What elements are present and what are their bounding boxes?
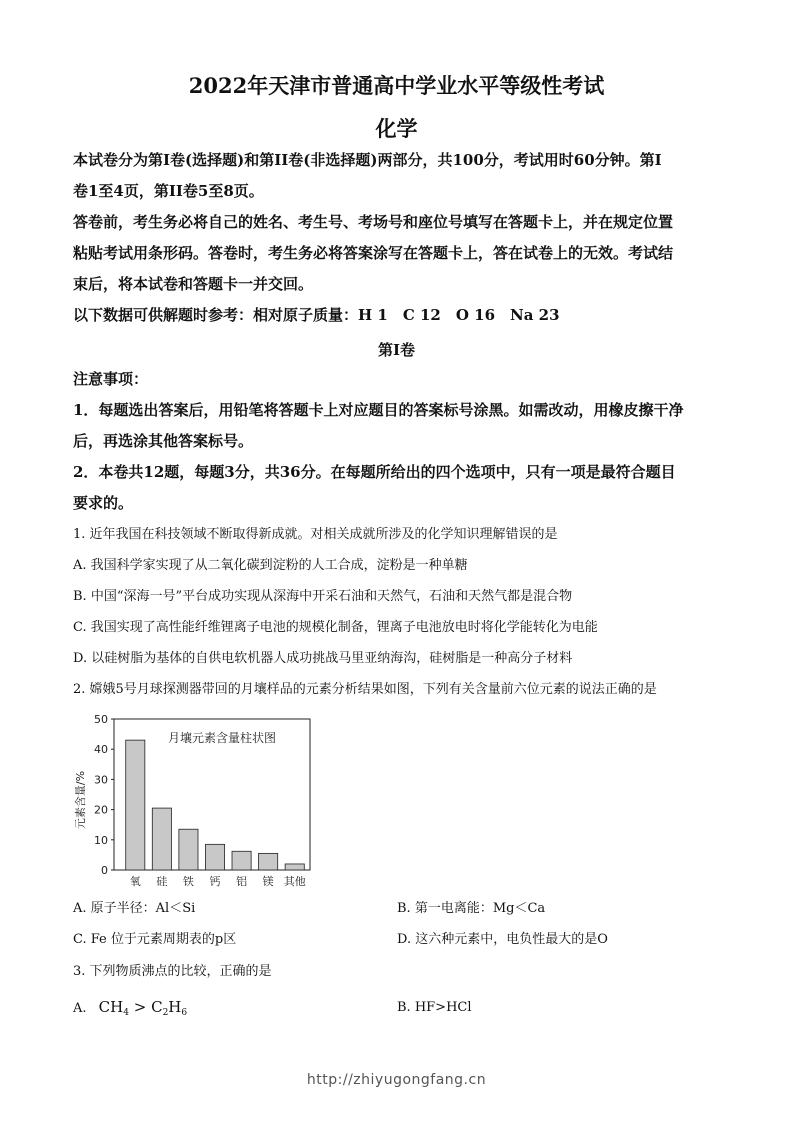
note-line: 要求的。 (73, 494, 134, 512)
bar-1 (152, 808, 171, 870)
x-tick-label: 硅 (156, 875, 168, 888)
notes-block (73, 364, 723, 519)
bar-4 (232, 851, 251, 870)
x-tick-label: 铝 (236, 875, 248, 888)
element-content-chart (70, 705, 320, 895)
intro-line: 粘贴考试用条形码。答卷时，考生务必将答案涂写在答题卡上，答在试卷上的无效。考试结 (73, 244, 674, 262)
question-2-option-a: A. 原子半径：Al＜Si (73, 901, 196, 916)
chart-title: 月壤元素含量柱状图 (168, 731, 277, 745)
comparison-operator: > (128, 998, 152, 1016)
bar-2 (179, 829, 198, 870)
chart-x-labels (130, 874, 306, 888)
note-line: 2．本卷共12题，每题3分，共36分。在每题所给出的四个选项中，只有一项是最符合题目 (73, 463, 676, 481)
question-1-stem: 1. 近年我国在科技领域不断取得新成就。对相关成就所涉及的化学知识理解错误的是 (73, 527, 558, 542)
formula-ch4: $CH_4$ (98, 998, 129, 1018)
bar-5 (259, 853, 278, 870)
question-3-option-b: B. HF>HCl (397, 1000, 472, 1015)
x-tick-label: 铁 (182, 875, 194, 888)
x-tick-label: 钙 (209, 875, 221, 888)
bar-0 (126, 740, 145, 870)
exam-subject: 化学 (375, 116, 418, 141)
question-2-stem: 2. 嫦娥5号月球探测器带回的月壤样品的元素分析结果如图，下列有关含量前六位元素的说法正确的是 (73, 682, 657, 697)
intro-paragraph (73, 145, 723, 331)
section-label: 第I卷 (377, 341, 416, 359)
question-2-option-d: D. 这六种元素中，电负性最大的是O (397, 932, 608, 947)
question-2-option-b: B. 第一电离能：Mg＜Ca (397, 901, 546, 916)
question-3-option-a (73, 997, 187, 1023)
x-tick-label: 其他 (283, 875, 306, 888)
question-3-stem: 3. 下列物质沸点的比较，正确的是 (73, 964, 272, 979)
y-tick-label: 50 (94, 713, 108, 726)
note-line: 后，再选涂其他答案标号。 (73, 432, 254, 450)
bar-3 (205, 844, 224, 870)
question-2-option-c: C. Fe 位于元素周期表的p区 (73, 932, 237, 947)
intro-line: 束后，将本试卷和答题卡一并交回。 (73, 275, 314, 293)
y-tick-label: 40 (94, 743, 108, 757)
question-1-option-d: D. 以硅树脂为基体的自供电软机器人成功挑战马里亚纳海沟，硅树脂是一种高分子材料 (73, 651, 573, 666)
y-tick-label: 10 (94, 833, 108, 847)
option-letter: A. (73, 1001, 87, 1016)
formula-c2h6: $C_2H_6$ (151, 998, 188, 1018)
bar-6 (285, 864, 304, 870)
y-tick-label: 20 (94, 803, 108, 817)
chart-bars (126, 740, 305, 870)
footer-url[interactable]: http://zhiyugongfang.cn (306, 1072, 487, 1088)
notes-title: 注意事项： (73, 370, 149, 388)
intro-line: 卷1至4页，第II卷5至8页。 (73, 182, 264, 200)
question-1-option-b: B. 中国“深海一号”平台成功实现从深海中开采石油和天然气，石油和天然气都是混合物 (73, 589, 573, 604)
x-tick-label: 镁 (262, 875, 274, 888)
intro-line: 以下数据可供解题时参考：相对原子质量：H 1 C 12 O 16 Na 23 (73, 306, 560, 324)
question-1-option-c: C. 我国实现了高性能纤维锂离子电池的规模化制备，锂离子电池放电时将化学能转化为电能 (73, 620, 598, 635)
chart-y-axis-label: 元素含量/% (74, 770, 87, 830)
x-tick-label: 氧 (129, 875, 141, 888)
intro-line: 答卷前，考生务必将自己的姓名、考生号、考场号和座位号填写在答题卡上，并在规定位置 (73, 213, 674, 231)
y-tick-label: 30 (94, 773, 108, 787)
question-1-option-a: A. 我国科学家实现了从二氧化碳到淀粉的人工合成，淀粉是一种单糖 (73, 558, 468, 573)
chart-y-ticks (94, 713, 114, 877)
exam-title: 2022年天津市普通高中学业水平等级性考试 (188, 73, 605, 98)
y-tick-label: 0 (101, 864, 108, 877)
intro-line: 本试卷分为第I卷(选择题)和第II卷(非选择题)两部分，共100分，考试用时60分钟。第I (73, 151, 662, 169)
note-line: 1．每题选出答案后，用铅笔将答题卡上对应题目的答案标号涂黑。如需改动，用橡皮擦干净 (73, 401, 684, 419)
